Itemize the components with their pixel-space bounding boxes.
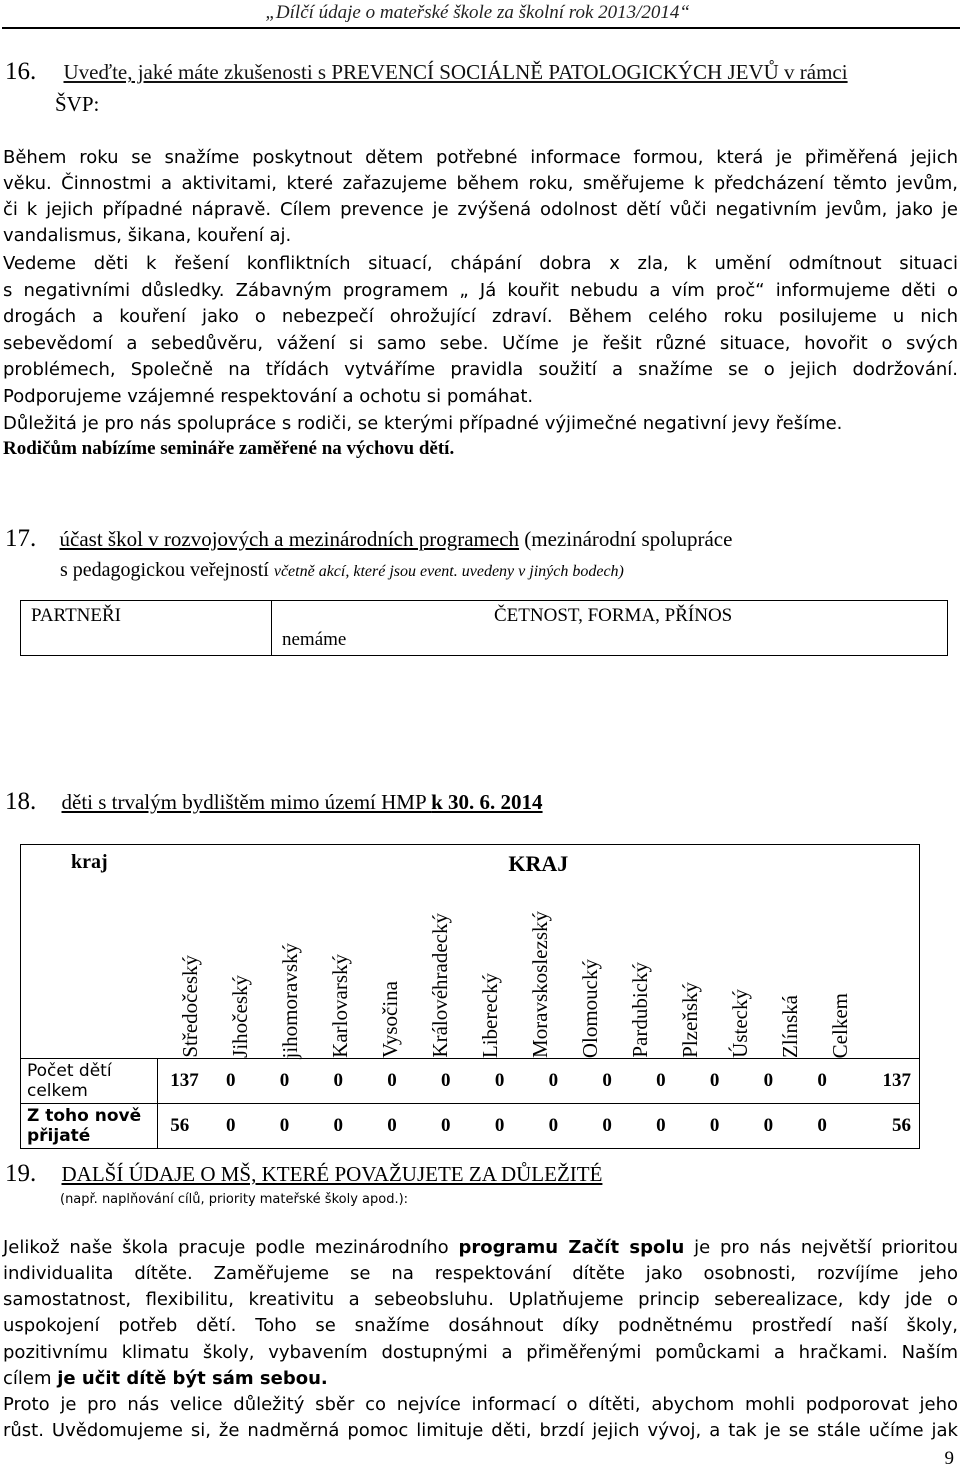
q19-title: DALŠÍ ÚDAJE O MŠ, KTERÉ POVAŽUJETE ZA DŮLEŽITÉ — [61, 1162, 603, 1186]
q17-table — [20, 600, 948, 656]
region-label: Vysočina — [378, 981, 403, 1058]
page-number: 9 — [944, 1448, 954, 1469]
value-cell: 0 — [702, 1104, 756, 1149]
q16-line: či k jejich případné nápravě. Cílem prevence je zvýšená odolnost dětí vůči negativním jevům, jako je — [3, 199, 958, 220]
row-label: Počet dětí celkem — [21, 1059, 158, 1104]
region-header-row — [158, 881, 919, 1058]
q19-line: růst. Uvědomujeme si, že nadměrná pomoc limituje děti, brzdí jejich vývoj, a tak je se stále učíme jak — [3, 1420, 958, 1441]
value-cell: 56 — [158, 1104, 218, 1149]
region-label: Olomoucký — [578, 958, 603, 1058]
region-label: jihomoravský — [278, 942, 303, 1058]
value-cell: 0 — [487, 1059, 541, 1104]
region-header — [266, 943, 316, 1059]
region-header — [316, 954, 366, 1058]
q16-line: problémech, Společně na třídách vytváříme pravidla soužití a snažíme se o jejich dodržování. — [3, 359, 958, 380]
q18-heading — [5, 788, 543, 816]
value-cell: 0 — [756, 1104, 810, 1149]
region-header — [716, 989, 766, 1058]
q19-line: samostatnost, flexibilitu, kreativitu a sebeobsluhu. Uplatňujeme princip seberealizace, kdy jde o — [3, 1289, 958, 1310]
q19-line: cílem je učit dítě být sám sebou. — [3, 1368, 328, 1389]
q17-col-frequency-label: ČETNOST, FORMA, PŘÍNOS — [494, 605, 733, 626]
q19-heading — [5, 1160, 602, 1188]
region-header — [416, 913, 466, 1058]
page-header: „Dílčí údaje o mateřské škole za školní rok 2013/2014“ — [265, 2, 690, 23]
value-cell: 0 — [648, 1104, 702, 1149]
region-header — [166, 955, 216, 1058]
q17-subtitle — [60, 559, 624, 582]
value-cell: 0 — [433, 1059, 487, 1104]
q18-title: děti s trvalým bydlištěm mimo území HMP k 30. 6. 2014 — [61, 790, 543, 814]
q17-heading — [5, 525, 732, 553]
value-cell: 0 — [433, 1104, 487, 1149]
value-cell: 0 — [594, 1059, 648, 1104]
q16-line: Vedeme děti k řešení konfliktních situací, chápání dobra x zla, k umění odmítnout situaci — [3, 253, 958, 274]
q16-line: drogách a kouření jako o nebezpečí ohrožující zdraví. Během celého roku posilujeme u nich — [3, 306, 958, 327]
q17-title: účast škol v rozvojových a mezinárodních programech — [59, 527, 520, 551]
value-cell: 137 — [158, 1059, 218, 1104]
q19-line: uspokojení potřeb dětí. Toho se snažíme dosáhnout díky podnětnému prostředí naší školy, — [3, 1315, 958, 1336]
q16-title: Uveďte, jaké máte zkušenosti s PREVENCÍ SOCIÁLNĚ PATOLOGICKÝCH JEVŮ v rámci — [63, 60, 848, 84]
region-label: Středočeský — [178, 955, 203, 1058]
value-cell: 0 — [218, 1104, 272, 1149]
region-label: Karlovarský — [328, 954, 353, 1058]
q16-title-cont: ŠVP: — [55, 92, 100, 116]
region-label: Jihočeský — [228, 975, 253, 1058]
value-cell: 0 — [487, 1104, 541, 1149]
value-cell: 0 — [648, 1059, 702, 1104]
q16-line: vandalismus, šikana, kouření aj. — [3, 225, 292, 246]
region-header — [666, 982, 716, 1058]
table-row — [21, 1104, 920, 1149]
q17-value: nemáme — [282, 629, 347, 650]
q19-line: pozitivnímu klimatu školy, vybavením dostupnými a přiměřenými pomůckami a hračkami. Naším — [3, 1342, 958, 1363]
region-label: Liberecký — [478, 972, 503, 1058]
value-cell: 0 — [326, 1104, 380, 1149]
region-label: Pardubický — [628, 962, 653, 1058]
q16-number: 16. — [5, 58, 37, 85]
region-label: Ústecký — [728, 989, 753, 1058]
region-label: Zlínská — [778, 995, 803, 1058]
region-header — [516, 911, 566, 1058]
region-header — [566, 959, 616, 1058]
q17-col-frequency — [272, 601, 948, 656]
q16-bold-line: Rodičům nabízíme semináře zaměřené na výchovu dětí. — [3, 438, 455, 459]
value-cell: 56 — [863, 1104, 919, 1149]
value-cell: 0 — [379, 1104, 433, 1149]
value-cell: 0 — [541, 1059, 595, 1104]
value-cell: 0 — [379, 1059, 433, 1104]
value-cell: 0 — [272, 1104, 326, 1149]
q16-line: Podporujeme vzájemné respektování a ochotu si pomáhat. — [3, 386, 534, 407]
value-cell: 0 — [272, 1059, 326, 1104]
KRAJ-label: KRAJ — [508, 851, 569, 876]
region-header — [766, 995, 816, 1058]
q16-line: Důležitá je pro nás spolupráce s rodiči, se kterými případné výjimečné negativní jevy řešíme. — [3, 413, 843, 434]
value-cell: 0 — [541, 1104, 595, 1149]
region-label: Moravskoslezský — [528, 911, 553, 1058]
q19-number: 19. — [5, 1160, 37, 1187]
q17-subtitle-main: s pedagogickou veřejností — [60, 559, 274, 581]
kraj-cell — [21, 845, 158, 1059]
row-label: Z toho nově přijaté — [21, 1104, 158, 1149]
region-header — [816, 993, 866, 1058]
value-cell: 0 — [756, 1059, 810, 1104]
region-label: Plzeňský — [678, 982, 703, 1058]
q19-subtitle: (např. naplňování cílů, priority mateřské školy apod.): — [60, 1192, 409, 1207]
region-label: Královéhradecký — [428, 913, 453, 1058]
q19-line: Proto je pro nás velice důležitý sběr co nejvíce informací o dítěti, abychom mohli podporovat jeho — [3, 1394, 958, 1415]
q16-line: Během roku se snažíme poskytnout dětem potřebné informace formou, která je přiměřená jejich — [3, 147, 958, 168]
value-cell: 0 — [594, 1104, 648, 1149]
q19-line: Jelikož naše škola pracuje podle mezinárodního programu Začít spolu je pro nás největší prioritou — [3, 1237, 959, 1258]
q17-title-rest: (mezinárodní spolupráce — [519, 527, 733, 551]
region-headers-cell — [158, 845, 920, 1059]
value-cell: 0 — [809, 1059, 863, 1104]
header-divider — [2, 27, 960, 29]
q16-heading — [5, 58, 848, 86]
q19-line: individualita dítěte. Zaměřujeme se na respektování dítěte jako osobnosti, rozvíjíme jeho — [3, 1263, 958, 1284]
region-header — [616, 962, 666, 1058]
q16-line: věku. Činnostmi a aktivitami, které zařazujeme během roku, směřujeme k předcházení těmto jevům, — [3, 173, 958, 194]
value-cell: 0 — [218, 1059, 272, 1104]
value-cell: 137 — [863, 1059, 919, 1104]
region-header — [366, 981, 416, 1058]
value-cell: 0 — [326, 1059, 380, 1104]
q17-subtitle-italic: včetně akcí, které jsou event. uvedeny v jiných bodech) — [273, 563, 624, 580]
kraj-label: kraj — [71, 851, 108, 873]
q18-number: 18. — [5, 788, 37, 815]
region-header — [216, 975, 266, 1058]
q17-number: 17. — [5, 525, 37, 552]
q16-line: s negativními důsledky. Zábavným programem „ Já kouřit nebudu a vím proč“ informujeme děti o — [3, 280, 958, 301]
table-row — [21, 1059, 920, 1104]
region-table — [20, 844, 920, 1149]
value-cell: 0 — [809, 1104, 863, 1149]
region-label: Celkem — [828, 992, 853, 1058]
value-cell: 0 — [702, 1059, 756, 1104]
region-header — [466, 973, 516, 1058]
q16-line: sebevědomí a sebedůvěru, vážení si samo sebe. Učíme je řešit různé situace, hovořit o svých — [3, 333, 958, 354]
q17-col-partners: PARTNEŘI — [21, 601, 272, 656]
